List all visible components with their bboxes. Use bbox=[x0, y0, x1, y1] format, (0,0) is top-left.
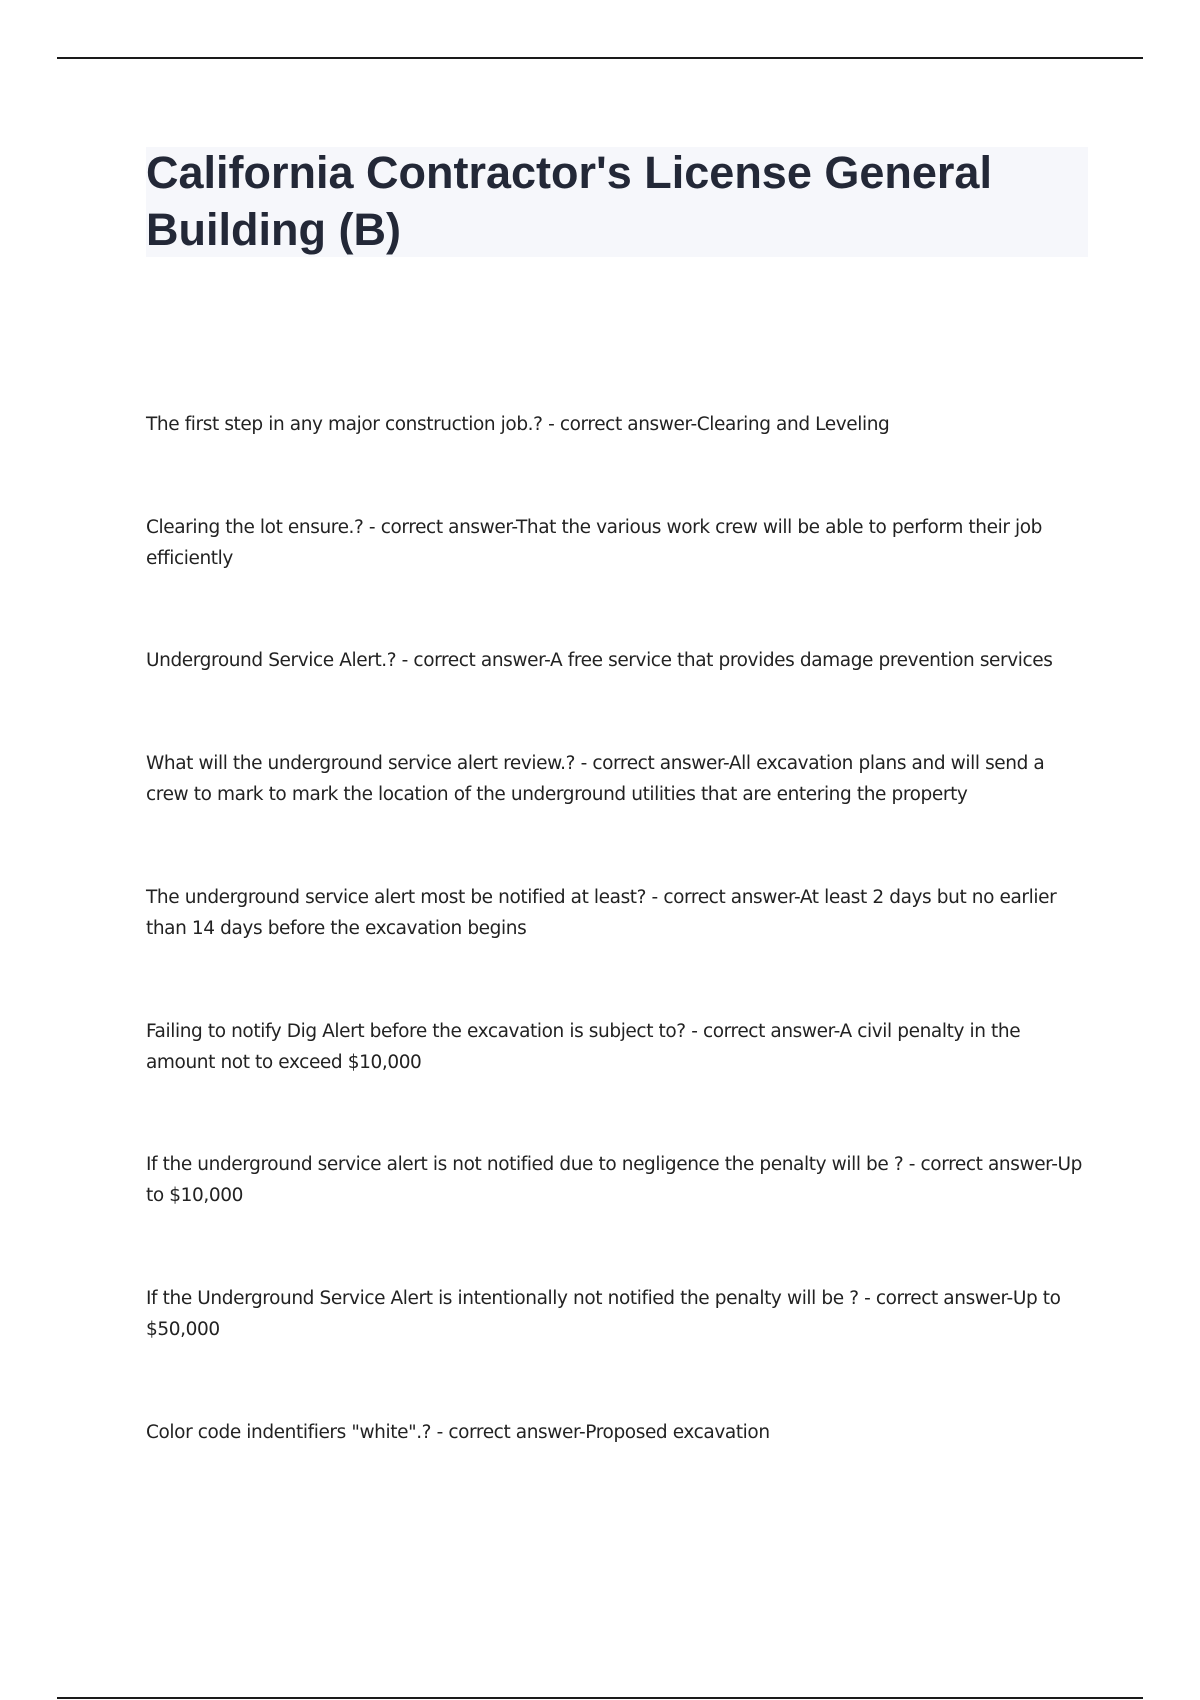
document-title: California Contractor's License General Building (B) bbox=[146, 147, 992, 255]
qa-item: What will the underground service alert review.? - correct answer-All excavation plans and will send a crew to mark to mark the location of the underground utilities that are entering the property bbox=[146, 753, 1045, 805]
qa-item: Underground Service Alert.? - correct answer-A free service that provides damage prevention services bbox=[146, 650, 1053, 671]
qa-item: Clearing the lot ensure.? - correct answer-That the various work crew will be able to perform their job efficiently bbox=[146, 517, 1043, 569]
qa-item: Color code indentifiers "white".? - correct answer-Proposed excavation bbox=[146, 1422, 770, 1443]
footer-rule bbox=[57, 1697, 1143, 1699]
qa-item: Failing to notify Dig Alert before the excavation is subject to? - correct answer-A civil penalty in the amount not to exceed $10,000 bbox=[146, 1021, 1021, 1073]
qa-item: The first step in any major construction job.? - correct answer-Clearing and Leveling bbox=[146, 414, 890, 435]
qa-item: If the Underground Service Alert is intentionally not notified the penalty will be ? - correct answer-Up to $50,000 bbox=[146, 1288, 1061, 1340]
header-rule bbox=[57, 57, 1143, 59]
qa-item: The underground service alert most be notified at least? - correct answer-At least 2 days but no earlier than 14 days before the excavation begins bbox=[146, 887, 1057, 939]
qa-item: If the underground service alert is not notified due to negligence the penalty will be ? - correct answer-Up to $10,000 bbox=[146, 1154, 1082, 1206]
